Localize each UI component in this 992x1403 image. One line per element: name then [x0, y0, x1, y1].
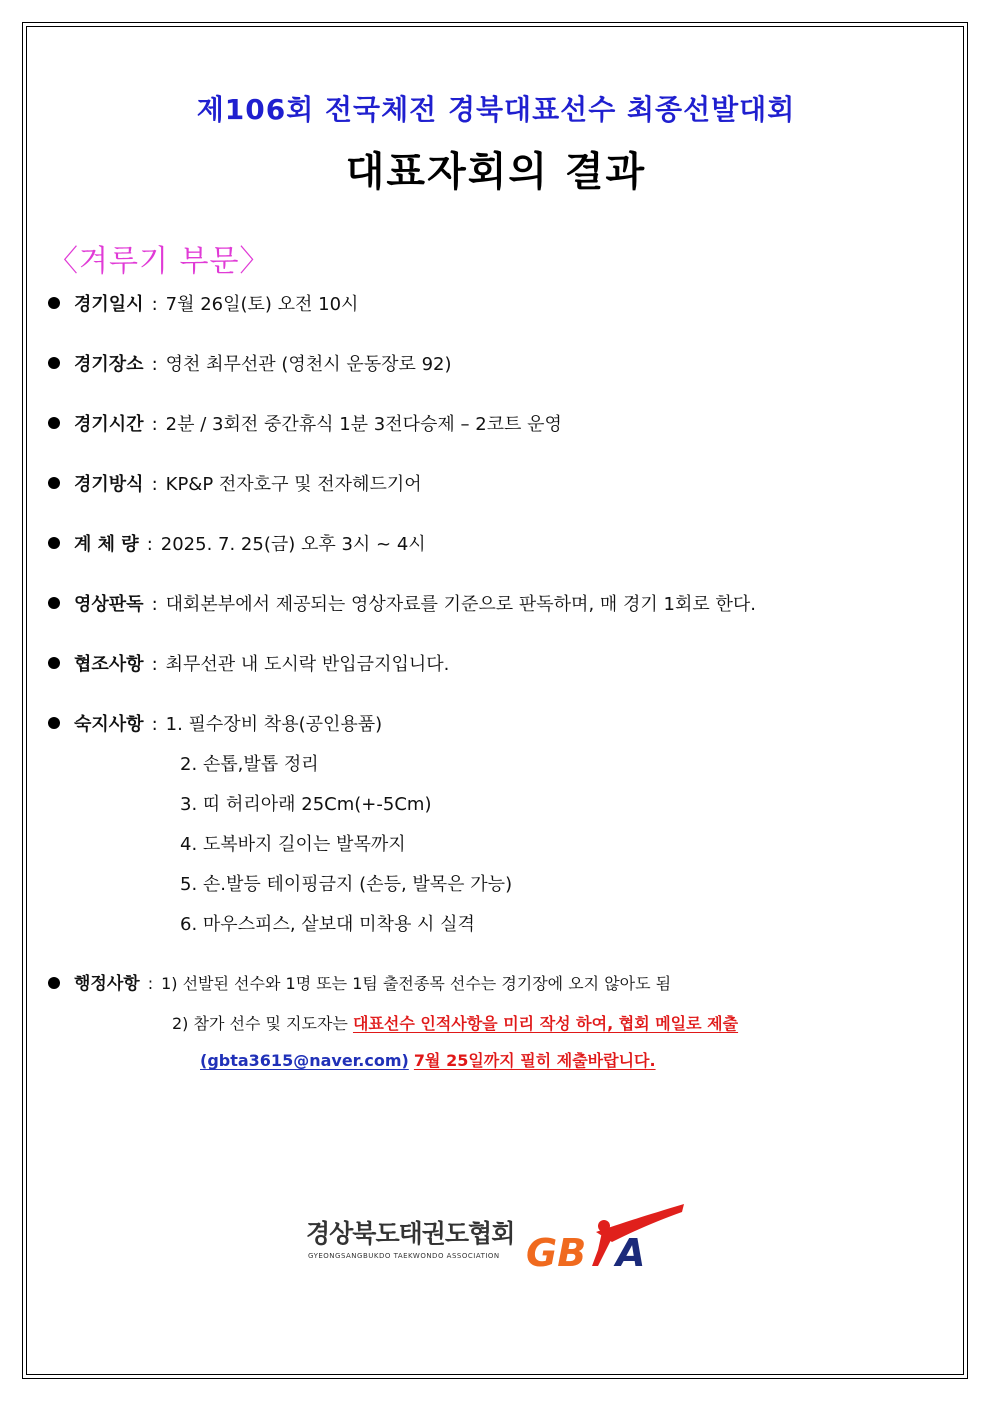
bullet-icon: [48, 657, 60, 669]
logo-name: 경상북도태권도협회: [306, 1219, 515, 1248]
admin-line-1: 1) 선발된 선수와 1명 또는 1팀 출전종목 선수는 경기장에 오지 않아도 됨: [161, 974, 672, 993]
item-label: 협조사항: [74, 654, 144, 675]
association-logo: [306, 1202, 686, 1272]
bullet-icon: [48, 717, 60, 729]
bullet-icon: [48, 537, 60, 549]
requirement-item: 4. 도복바지 길이는 발목까지: [180, 834, 406, 855]
item-row-weighin: 계 체 량 : 2025. 7. 25(금) 오후 3시 ~ 4시: [48, 534, 426, 556]
svg-text:A: A: [616, 1231, 646, 1272]
item-value: 2025. 7. 25(금) 오후 3시 ~ 4시: [160, 534, 426, 555]
requirement-item: 3. 띠 허리아래 25Cm(+-5Cm): [180, 794, 432, 815]
item-label: 경기장소: [74, 354, 144, 375]
requirement-item: 2. 손톱,발톱 정리: [180, 754, 319, 775]
item-label: 계 체 량: [74, 534, 139, 555]
admin-line-3: [200, 1050, 656, 1072]
svg-text:GB: GB: [526, 1231, 587, 1272]
gbta-logo-icon: [524, 1202, 689, 1272]
item-value: 대회본부에서 제공되는 영상자료를 기준으로 판독하며, 매 경기 1회로 한다.: [165, 594, 756, 615]
admin-line-2-prefix: 2) 참가 선수 및 지도자는: [172, 1014, 348, 1033]
item-label: 경기방식: [74, 474, 144, 495]
requirement-item: 5. 손.발등 테이핑금지 (손등, 발목은 가능): [180, 874, 513, 895]
bullet-icon: [48, 357, 60, 369]
item-value: KP&P 전자호구 및 전자헤드기어: [165, 474, 422, 495]
bullet-icon: [48, 477, 60, 489]
item-label: 경기일시: [74, 294, 144, 315]
section-heading: 〈겨루기 부문〉: [48, 244, 271, 279]
item-label: 영상판독: [74, 594, 144, 615]
item-label: 행정사항: [74, 974, 140, 994]
item-row-venue: 경기장소 : 영천 최무선관 (영천시 운동장로 92): [48, 354, 452, 376]
item-label: 숙지사항: [74, 714, 144, 735]
requirement-item: 6. 마우스피스, 샅보대 미착용 시 실격: [180, 914, 475, 935]
item-label: 경기시간: [74, 414, 144, 435]
email-link[interactable]: (gbta3615@naver.com): [200, 1051, 409, 1070]
item-value: 영천 최무선관 (영천시 운동장로 92): [165, 354, 452, 375]
requirement-item: 1. 필수장비 착용(공인용품): [165, 714, 383, 735]
admin-highlight: 대표선수 인적사항을 미리 작성 하여, 협회 메일로 제출: [352, 1014, 739, 1033]
item-value: 7월 26일(토) 오전 10시: [165, 294, 359, 315]
bullet-icon: [48, 977, 60, 989]
item-row-admin: 행정사항 : 1) 선발된 선수와 1명 또는 1팀 출전종목 선수는 경기장에 오지 않아도 됨: [48, 973, 671, 995]
item-row-method: 경기방식 : KP&P 전자호구 및 전자헤드기어: [48, 474, 422, 496]
page-border-inner: [26, 26, 964, 1375]
deadline-text: 7월 25일까지 필히 제출바랍니다.: [413, 1051, 656, 1070]
logo-english-name: GYEONGSANGBUKDO TAEKWONDO ASSOCIATION: [308, 1252, 500, 1260]
admin-line-2: [172, 1013, 738, 1035]
document-title: 제106회 전국체전 경북대표선수 최종선발대회: [196, 93, 796, 126]
document-subtitle: 대표자회의 결과: [345, 149, 647, 195]
bullet-icon: [48, 297, 60, 309]
item-value: 2분 / 3회전 중간휴식 1분 3전다승제 – 2코트 운영: [165, 414, 562, 435]
item-row-requirements: 숙지사항 : 1. 필수장비 착용(공인용품): [48, 714, 382, 736]
bullet-icon: [48, 417, 60, 429]
item-row-cooperation: 협조사항 : 최무선관 내 도시락 반입금지입니다.: [48, 654, 449, 676]
item-row-time: 경기시간 : 2분 / 3회전 중간휴식 1분 3전다승제 – 2코트 운영: [48, 414, 562, 436]
item-value: 최무선관 내 도시락 반입금지입니다.: [165, 654, 450, 675]
bullet-icon: [48, 597, 60, 609]
item-row-video-review: 영상판독 : 대회본부에서 제공되는 영상자료를 기준으로 판독하며, 매 경기 1회로 한다.: [48, 594, 756, 616]
item-row-date: 경기일시 : 7월 26일(토) 오전 10시: [48, 294, 358, 316]
